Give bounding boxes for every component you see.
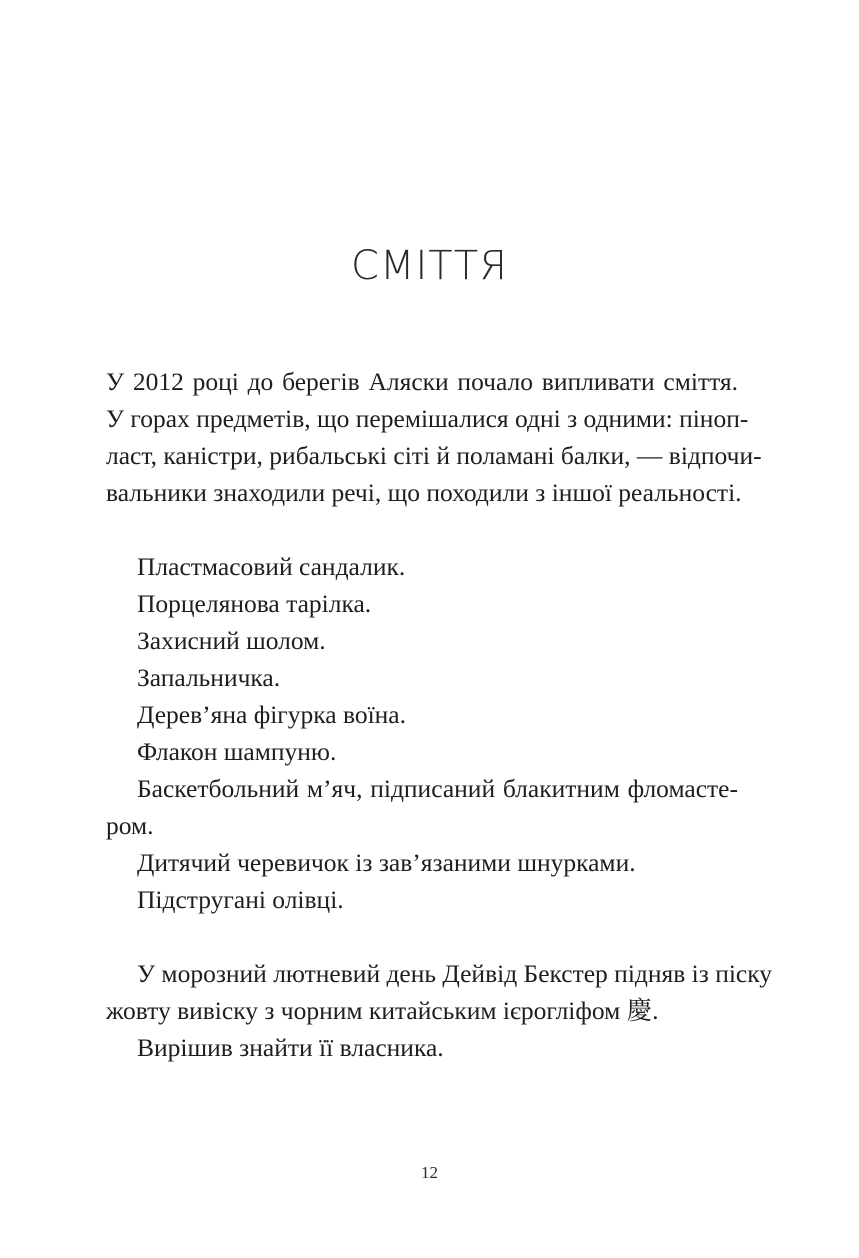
paragraph-2-line-1: У морозний лютневий день Дейвід Бекстер підняв із піску — [137, 959, 773, 988]
chapter-title: СМІТТЯ — [351, 243, 508, 289]
paragraph-1-line-1: У 2012 році до берегів Аляски почало випливати сміття. — [106, 367, 738, 396]
item-line-7: Баскетбольний м’яч, підписаний блакитним фломасте- — [137, 774, 738, 803]
item-line-6: Флакон шампуню. — [137, 737, 337, 766]
item-line-2: Порцелянова тарілка. — [137, 589, 372, 618]
paragraph-1-line-2: У горах предметів, що перемішалися одні з одними: піноп- — [106, 404, 749, 433]
paragraph-2-line-2: жовту вивіску з чорним китайським ієрогліфом 慶. — [106, 996, 659, 1025]
item-line-3: Захисний шолом. — [137, 626, 326, 655]
item-line-5: Дерев’яна фігурка воїна. — [137, 700, 406, 729]
item-line-10: Підструганi олівці. — [137, 885, 344, 914]
paragraph-1-line-3: ласт, каністри, рибальські сіті й поламані балки, — відпочи- — [106, 441, 762, 470]
item-line-8: ром. — [106, 811, 154, 840]
item-line-1: Пластмасовий сандалик. — [137, 552, 406, 581]
page-number: 12 — [421, 1163, 438, 1182]
paragraph-2-line-3: Вирішив знайти її власника. — [137, 1033, 444, 1062]
item-line-9: Дитячий черевичок із зав’язаними шнурками. — [137, 848, 636, 877]
paragraph-1-line-4: вальники знаходили речі, що походили з іншої реальності. — [106, 478, 742, 507]
item-line-4: Запальничка. — [137, 663, 281, 692]
